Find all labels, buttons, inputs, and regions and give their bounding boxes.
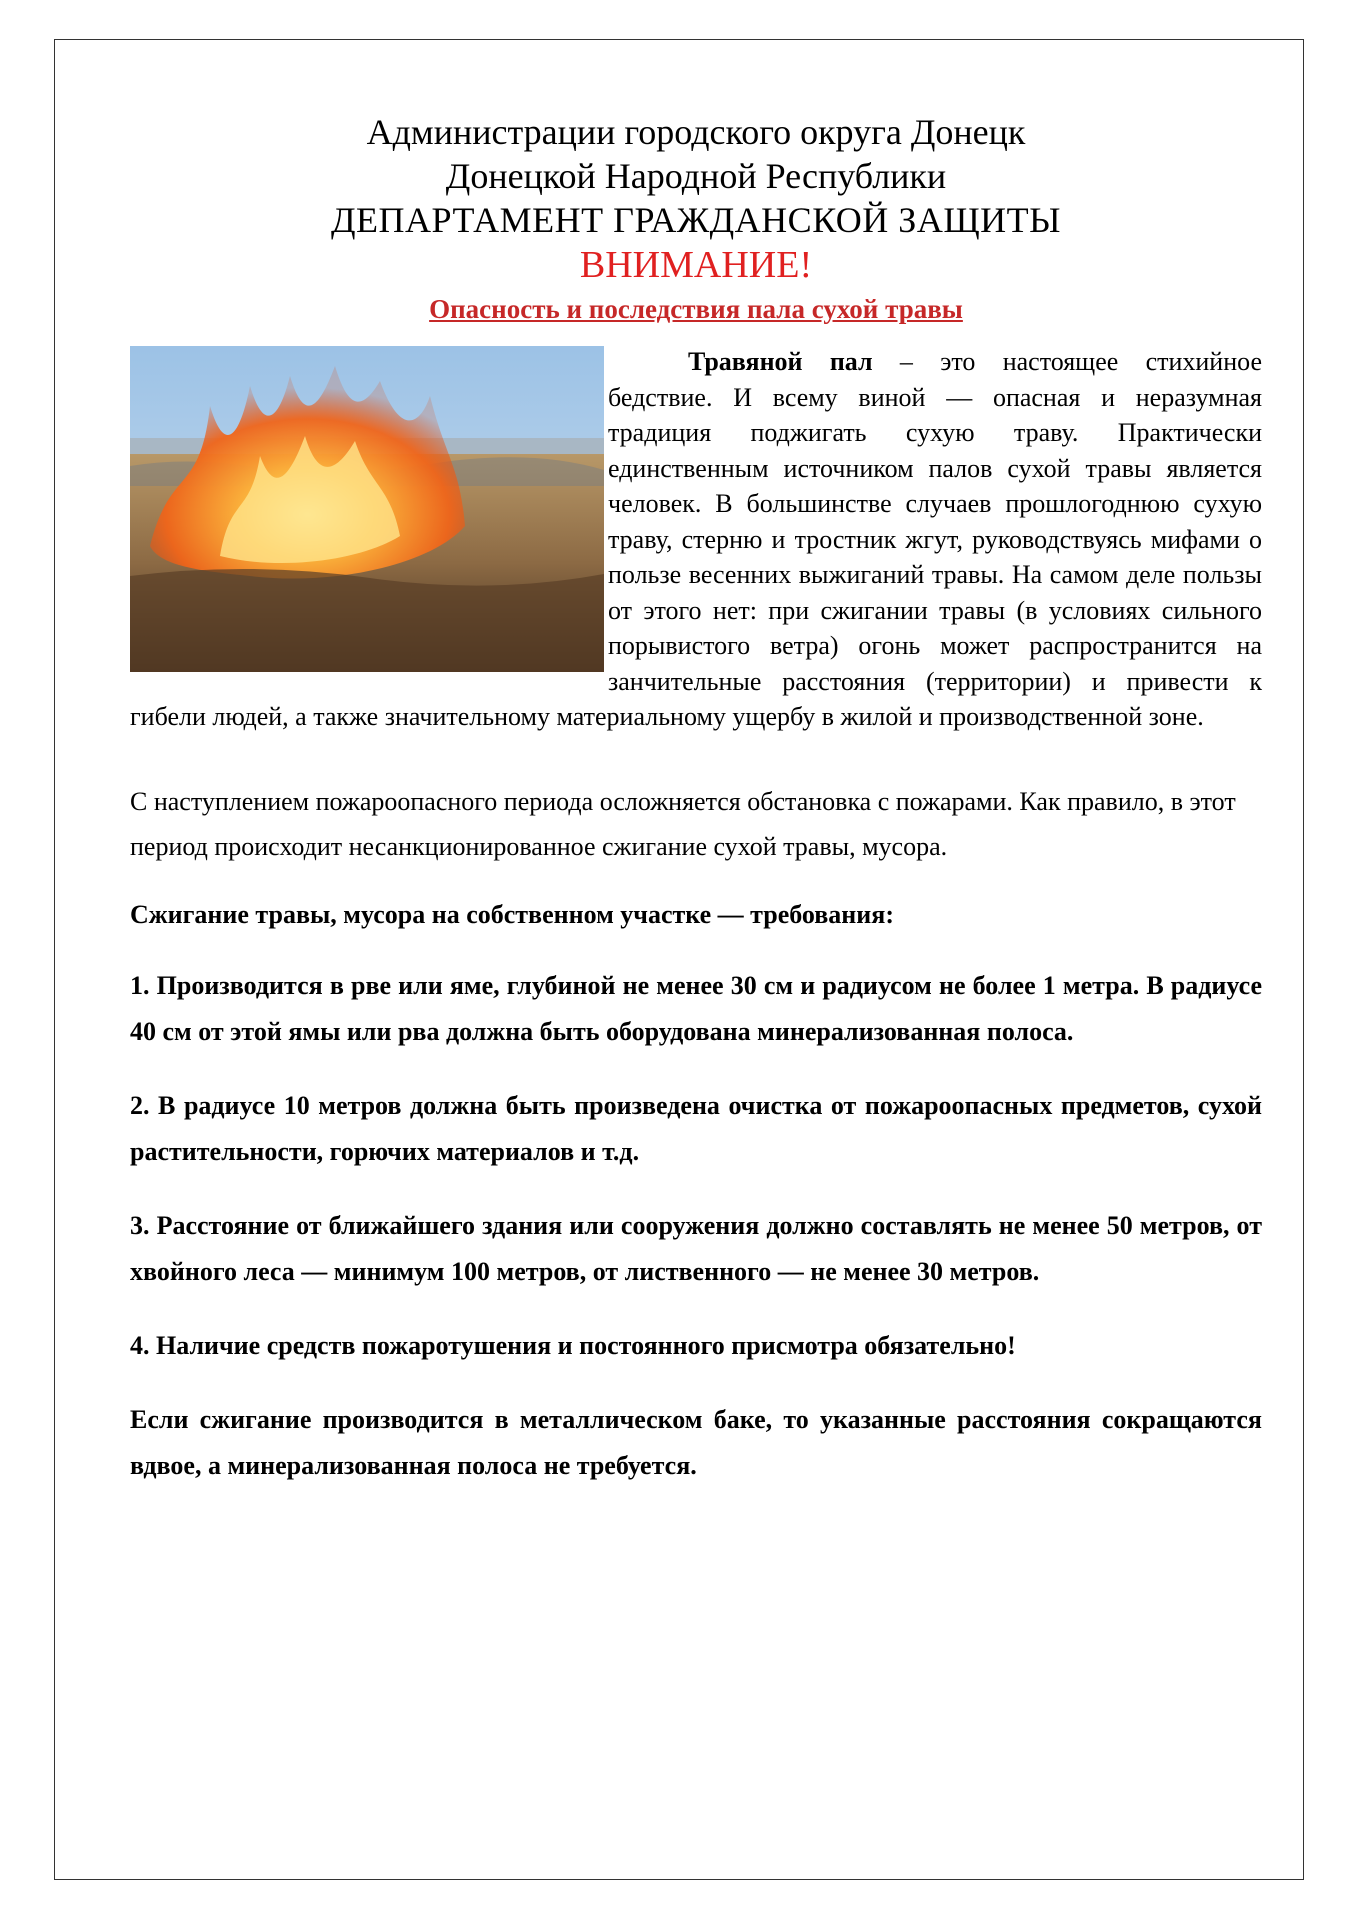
requirement-item: 3. Расстояние от ближайшего здания или сооружения должно составлять не менее 50 метров, от хвойного леса — минимум 100 метров, от лиственного — не менее 30 метров.: [130, 1210, 1262, 1286]
intro-lead-term: Травяной пал: [688, 347, 873, 376]
intro-paragraph: [130, 344, 1262, 735]
attention-heading: ВНИМАНИЕ!: [579, 244, 813, 286]
document-body: [130, 110, 1262, 1489]
grass-fire-photo: [130, 346, 604, 672]
requirements-title: Сжигание травы, мусора на собственном участке — требования:: [130, 899, 894, 929]
intro-text: – это настоящее стихийное бедствие. И всему виной — опасная и неразумная традиция поджигать сухую траву. Практически единственным источником палов сухой травы является человек. В большинстве случаев прошлогоднюю сухую траву, стерню и тростник жгут, руководствуясь мифами о пользе весенних выжиганий травы. На самом деле пользы от этого нет: при сжигании травы (в условиях сильного порывистого ветра) огонь может распространится на занчительные расстояния (территории) и привести к гибели людей, а также значительному материальному ущербу в жилой и производственной зоне.: [130, 347, 1262, 731]
requirement-item: 1. Производится в рве или яме, глубиной не менее 30 см и радиусом не более 1 метра. В радиусе 40 см от этой ямы или рва должна быть оборудована минерализованная полоса.: [130, 970, 1262, 1046]
subtitle: Опасность и последствия пала сухой травы: [429, 294, 963, 324]
header-republic: Донецкой Народной Республики: [445, 156, 947, 196]
grass-fire-image: [130, 346, 604, 672]
requirement-item: 2. В радиусе 10 метров должна быть произведена очистка от пожароопасных предметов, сухой растительности, горючих материалов и т.д.: [130, 1090, 1262, 1166]
header-department: ДЕПАРТАМЕНТ ГРАЖДАНСКОЙ ЗАЩИТЫ: [330, 200, 1062, 240]
header: [130, 110, 1262, 242]
requirement-item: 4. Наличие средств пожаротушения и постоянного присмотра обязательно!: [130, 1330, 1016, 1360]
season-paragraph: С наступлением пожароопасного периода осложняется обстановка с пожарами. Как правило, в этот период происходит несанкционированное сжигание сухой травы, мусора.: [130, 786, 1236, 861]
header-administration: Администрации городского округа Донецк: [366, 112, 1026, 152]
metal-tank-note: Если сжигание производится в металлическом баке, то указанные расстояния сокращаются вдвое, а минерализованная полоса не требуется.: [130, 1404, 1262, 1480]
